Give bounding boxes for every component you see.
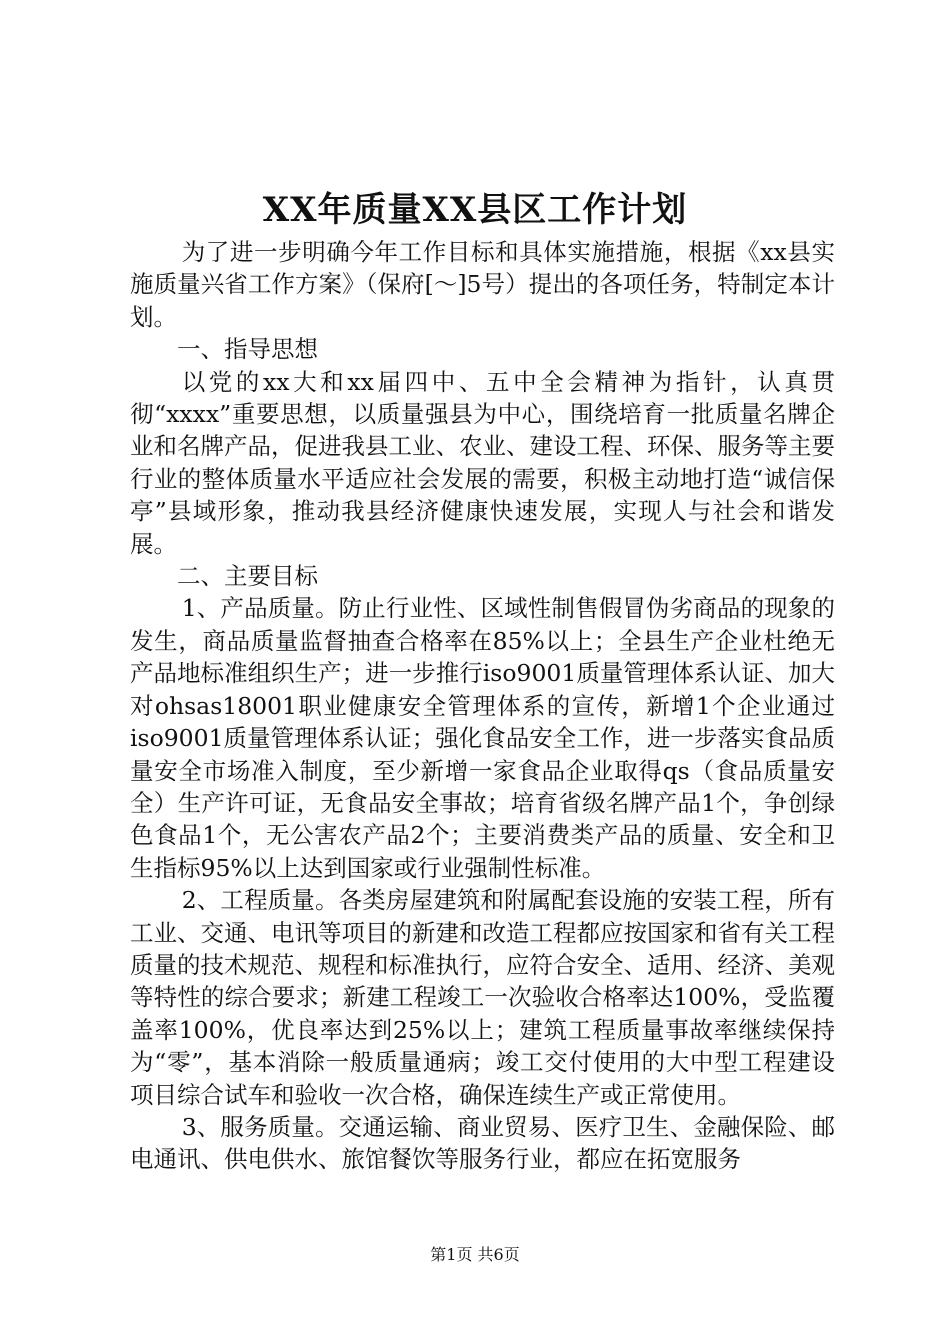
page-number-footer: 第1页 共6页 <box>430 1245 520 1264</box>
document-body <box>130 236 835 1176</box>
document-title: XX年质量XX县区工作计划 <box>262 190 688 230</box>
section-heading-main-goals: 二、主要目标 <box>177 562 318 591</box>
section-heading-guiding-ideology: 一、指导思想 <box>177 335 318 364</box>
guiding-ideology-paragraph: 以党的xx大和xx届四中、五中全会精神为指针，认真贯彻“xxxx”重要思想，以质量强县为中心，围绕培育一批质量名牌企业和名牌产品，促进我县工业、农业、建设工程、环保、服务等主要行业的整体质量水平适应社会发展的需要，积极主动地打造“诚信保亭”县域形象，推动我县经济健康快速发展，实现人与社会和谐发展。 <box>130 367 835 558</box>
goal-engineering-quality-paragraph: 2、工程质量。各类房屋建筑和附属配套设施的安装工程，所有工业、交通、电讯等项目的新建和改造工程都应按国家和省有关工程质量的技术规范、规程和标准执行，应符合安全、适用、经济、美观等特性的综合要求；新建工程竣工一次验收合格率达100%，受监覆盖率100%，优良率达到25%以上；建筑工程质量事故率继续保持为“零”，基本消除一般质量通病；竣工交付使用的大中型工程建设项目综合试车和验收一次合格，确保连续生产或正常使用。 <box>130 886 835 1109</box>
goal-product-quality-paragraph: 1、产品质量。防止行业性、区域性制售假冒伪劣商品的现象的发生，商品质量监督抽查合格率在85%以上；全县生产企业杜绝无产品地标准组织生产；进一步推行iso9001质量管理体系认证、加大对ohsas18001职业健康安全管理体系的宣传，新增1个企业通过iso9001质量管理体系认证；强化食品安全工作，进一步落实食品质量安全市场准入制度，至少新增一家食品企业取得qs（食品质量安全）生产许可证，无食品安全事故；培育省级名牌产品1个，争创绿色食品1个，无公害农产品2个；主要消费类产品的质量、安全和卫生指标95%以上达到国家或行业强制性标准。 <box>130 594 835 882</box>
goal-service-quality-paragraph: 3、服务质量。交通运输、商业贸易、医疗卫生、金融保险、邮电通讯、供电供水、旅馆餐饮等服务行业，都应在拓宽服务 <box>130 1112 835 1174</box>
intro-paragraph: 为了进一步明确今年工作目标和具体实施措施，根据《xx县实施质量兴省工作方案》（保府[～]5号）提出的各项任务，特制定本计划。 <box>130 238 835 331</box>
